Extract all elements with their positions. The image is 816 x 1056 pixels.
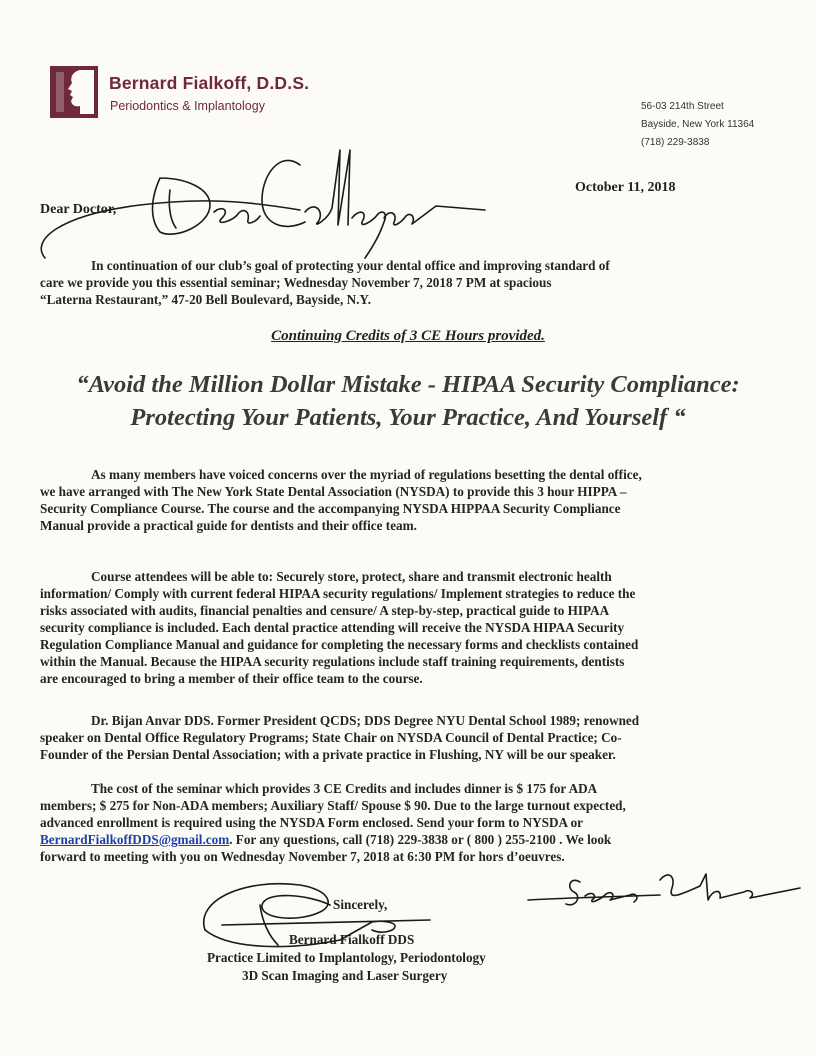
paragraph-line: As many members have voiced concerns over the myriad of regulations besetting the dental office, (91, 467, 642, 482)
paragraph-line: forward to meeting with you on Wednesday November 7, 2018 at 6:30 PM for hors d’oeuvres. (40, 849, 565, 864)
closing-sincerely: Sincerely, (333, 897, 388, 912)
letterhead-specialty: Periodontics & Implantology (110, 99, 265, 113)
intro-paragraph (40, 257, 780, 308)
paragraph-course-overview (40, 466, 780, 534)
paragraph-speaker (40, 712, 780, 763)
paragraph-line: speaker on Dental Office Regulatory Programs; State Chair on NYSDA Council of Dental Practice; Co- (40, 730, 622, 745)
salutation: Dear Doctor, (40, 202, 117, 217)
paragraph-line: Manual provide a practical guide for dentists and their office team. (40, 518, 417, 533)
intro-line: In continuation of our club’s goal of protecting your dental office and improving standard of (91, 258, 610, 273)
address-city: Bayside, New York 11364 (641, 119, 755, 130)
seminar-title-line1: “Avoid the Million Dollar Mistake - HIPAA Security Compliance: (76, 371, 740, 398)
paragraph-line: risks associated with audits, financial penalties and censure/ A step-by-step, practical guide to HIPAA (40, 603, 610, 618)
paragraph-cost (40, 780, 780, 865)
intro-line: care we provide you this essential seminar; Wednesday November 7, 2018 7 PM at spacious (40, 275, 552, 290)
intro-line: “Laterna Restaurant,” 47-20 Bell Boulevard, Bayside, N.Y. (40, 292, 372, 307)
practice-logo (50, 66, 98, 118)
paragraph-line (40, 831, 780, 848)
paragraph-line: Regulation Compliance Manual and guidance for completing the necessary forms and checklists contained (40, 637, 639, 652)
paragraph-line: are encouraged to bring a member of their office team to the course. (40, 671, 423, 686)
handwritten-postscript (566, 880, 637, 904)
paragraph-line: information/ Comply with current federal HIPAA security regulations/ Implement strategies to reduce the (40, 586, 636, 601)
signer-title-line1: Practice Limited to Implantology, Periodontology (207, 950, 486, 965)
ce-credits-notice: Continuing Credits of 3 CE Hours provided. (271, 328, 545, 344)
seminar-title-line2: Protecting Your Patients, Your Practice, And Yourself “ (130, 404, 686, 431)
paragraph-text: . For any questions, call (718) 229-3838 or ( 800 ) 255-2100 . We look (229, 832, 612, 847)
address-street: 56-03 214th Street (641, 101, 724, 112)
letterhead-name: Bernard Fialkoff, D.D.S. (109, 73, 310, 93)
email-link[interactable]: BernardFialkoffDDS@gmail.com (40, 832, 230, 847)
paragraph-line: advanced enrollment is required using the NYSDA Form enclosed. Send your form to NYSDA or (40, 815, 584, 830)
signer-name: Bernard Fialkoff DDS (289, 932, 415, 947)
paragraph-line: Security Compliance Course. The course and the accompanying NYSDA HIPPAA Security Compliance (40, 501, 621, 516)
handwritten-greeting (153, 178, 211, 234)
paragraph-course-objectives (40, 568, 780, 687)
paragraph-line: Course attendees will be able to: Securely store, protect, share and transmit electronic health (91, 569, 612, 584)
paragraph-line: Founder of the Persian Dental Association; with a private practice in Flushing, NY will be our speaker. (40, 747, 616, 762)
signature (204, 884, 330, 930)
paragraph-line: Dr. Bijan Anvar DDS. Former President QCDS; DDS Degree NYU Dental School 1989; renowned (91, 713, 640, 728)
letter-date: October 11, 2018 (575, 180, 676, 195)
paragraph-line: we have arranged with The New York State Dental Association (NYSDA) to provide this 3 hour HIPPA – (40, 484, 627, 499)
paragraph-line: The cost of the seminar which provides 3 CE Credits and includes dinner is $ 175 for ADA (91, 781, 598, 796)
signer-title-line2: 3D Scan Imaging and Laser Surgery (242, 968, 448, 983)
paragraph-line: members; $ 275 for Non-ADA members; Auxiliary Staff/ Spouse $ 90. Due to the large turnout expected, (40, 798, 626, 813)
paragraph-line: security compliance is included. Each dental practice attending will receive the NYSDA HIPAA Security (40, 620, 625, 635)
paragraph-line: within the Manual. Because the HIPAA security regulations include staff training requirements, dentists (40, 654, 625, 669)
address-phone: (718) 229-3838 (641, 137, 710, 148)
